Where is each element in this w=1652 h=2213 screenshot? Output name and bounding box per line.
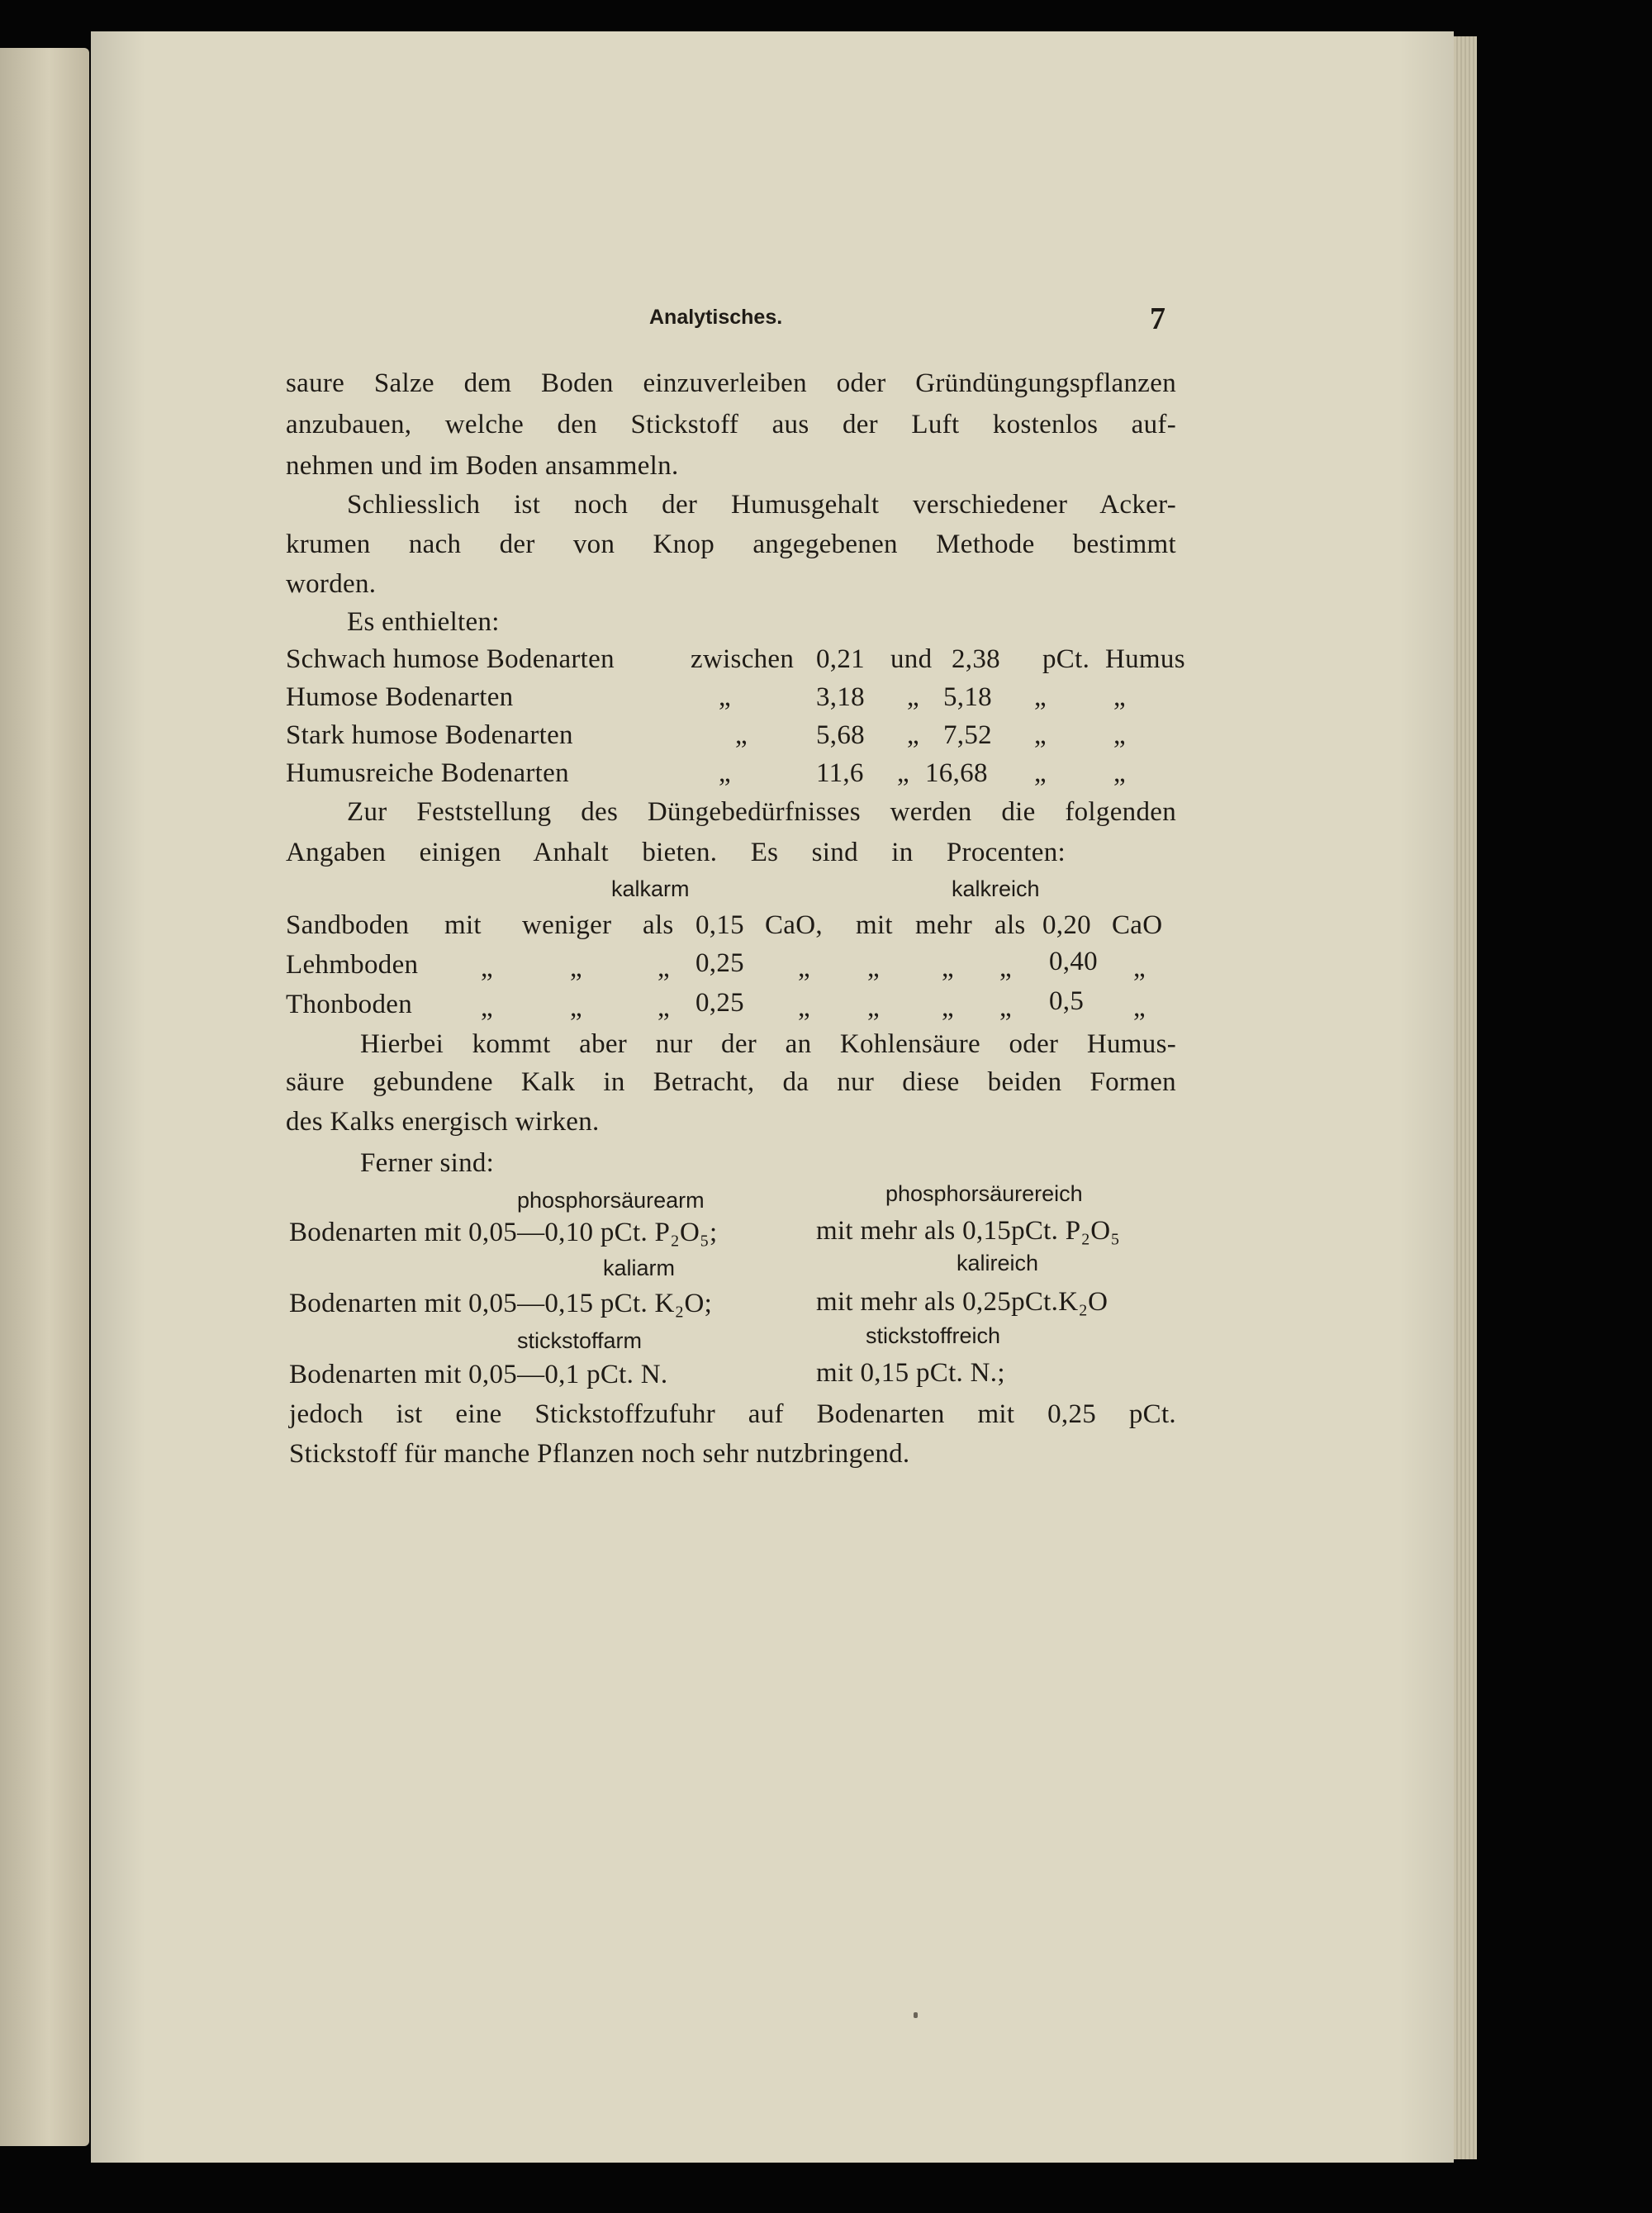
value-low: 0,15: [695, 910, 744, 940]
para4-line3: des Kalks energisch wirken.: [286, 1107, 600, 1137]
ditto-mark: „: [1034, 682, 1047, 712]
ditto-mark: „: [798, 953, 810, 983]
phosphorus-high-label: phosphorsäurereich: [885, 1181, 1083, 1206]
ditto-mark: „: [999, 953, 1012, 983]
value-high: 0,20: [1042, 910, 1091, 940]
ditto-mark: „: [481, 953, 493, 983]
ditto-mark: „: [907, 720, 919, 750]
unit-high: CaO: [1112, 910, 1163, 940]
nitrogen-high-label: stickstoffreich: [866, 1323, 1001, 1348]
potassium-low-label: kaliarm: [603, 1256, 676, 1280]
comparison-word: als: [643, 910, 674, 940]
para2-line1: Schliesslich ist noch der Humusgehalt verschiedener Acker-: [347, 490, 1176, 520]
potassium-high-value: mit mehr als 0,25pCt.K₂O: [816, 1287, 1108, 1317]
page-stack-edge: [1454, 36, 1477, 2159]
value-high: 0,40: [1049, 947, 1098, 976]
phosphorus-low-label: phosphorsäurearm: [517, 1188, 705, 1213]
ditto-mark: „: [719, 758, 731, 788]
lime-header-high: kalkreich: [952, 876, 1040, 901]
para3-line1: Zur Feststellung des Düngebedürfnisses werden die folgenden: [347, 797, 1176, 827]
soil-type-name: Schwach humose Bodenarten: [286, 644, 615, 674]
comparison-word: mehr: [915, 910, 973, 940]
comparison-word: als: [995, 910, 1026, 940]
ditto-mark: „: [481, 993, 493, 1023]
ditto-mark: „: [999, 993, 1012, 1023]
comparison-word: weniger: [522, 910, 612, 940]
ditto-mark: „: [735, 720, 748, 750]
para2-line3: worden.: [286, 569, 377, 599]
soil-type-name: Humusreiche Bodenarten: [286, 758, 569, 788]
range-min: 0,21: [816, 644, 865, 674]
soil-name: Thonboden: [286, 990, 413, 1019]
lime-header-low: kalkarm: [611, 876, 690, 901]
ditto-mark: „: [570, 993, 582, 1023]
range-max: 5,18: [943, 682, 992, 712]
unit-low: CaO,: [765, 910, 823, 940]
ditto-mark: „: [1113, 758, 1126, 788]
range-word: zwischen: [691, 644, 795, 674]
range-min: 3,18: [816, 682, 865, 712]
range-min: 11,6: [816, 758, 864, 788]
ditto-mark: „: [570, 953, 582, 983]
ditto-mark: „: [1113, 720, 1126, 750]
ditto-mark: „: [1034, 720, 1047, 750]
value-low: 0,25: [695, 948, 744, 978]
range-max: 16,68: [925, 758, 988, 788]
ditto-mark: „: [867, 953, 880, 983]
potassium-high-label: kalireich: [957, 1251, 1039, 1275]
ditto-mark: „: [1133, 993, 1146, 1023]
nitrogen-low-value: Bodenarten mit 0,05—0,1 pCt. N.: [289, 1360, 668, 1389]
ditto-mark: „: [942, 953, 954, 983]
ditto-mark: „: [907, 682, 919, 712]
page-number: 7: [1150, 302, 1165, 336]
ditto-mark: „: [942, 993, 954, 1023]
para1-line1: saure Salze dem Boden einzuverleiben oder Gründüngungspflanzen: [286, 368, 1176, 398]
nitrogen-low-label: stickstoffarm: [517, 1328, 643, 1353]
ditto-mark: „: [897, 758, 909, 788]
nitrogen-high-value: mit 0,15 pCt. N.;: [816, 1358, 1005, 1388]
phosphorus-low-value: Bodenarten mit 0,05—0,10 pCt. P₂O₅;: [289, 1218, 718, 1247]
ditto-mark: „: [1034, 758, 1047, 788]
soil-name: Lehmboden: [286, 950, 419, 980]
para1-line3: nehmen und im Boden ansammeln.: [286, 451, 679, 481]
closing-line1: jedoch ist eine Stickstoffzufuhr auf Bodenarten mit 0,25 pCt.: [289, 1399, 1176, 1429]
value-high: 0,5: [1049, 986, 1085, 1016]
book-page: [91, 31, 1454, 2163]
ditto-mark: „: [867, 993, 880, 1023]
range-max: 2,38: [952, 644, 1000, 674]
range-word: und: [890, 644, 933, 674]
ditto-mark: „: [798, 993, 810, 1023]
soil-name: Sandboden: [286, 910, 410, 940]
ditto-mark: „: [657, 993, 670, 1023]
closing-line2: Stickstoff für manche Pflanzen noch sehr nutzbringend.: [289, 1439, 910, 1469]
ferner-intro: Ferner sind:: [360, 1148, 495, 1178]
running-head: Analytisches.: [649, 306, 783, 329]
para2-line2: krumen nach der von Knop angegebenen Methode bestimmt: [286, 530, 1176, 559]
paper-speck: [914, 2012, 918, 2018]
para4-line2: säure gebundene Kalk in Betracht, da nur diese beiden Formen: [286, 1067, 1176, 1097]
previous-page-edge: [0, 48, 89, 2146]
para1-line2: anzubauen, welche den Stickstoff aus der Luft kostenlos auf-: [286, 410, 1176, 439]
unit-label: Humus: [1105, 644, 1185, 674]
soil-type-name: Stark humose Bodenarten: [286, 720, 573, 750]
ditto-mark: „: [657, 953, 670, 983]
potassium-low-value: Bodenarten mit 0,05—0,15 pCt. K₂O;: [289, 1289, 713, 1318]
table-intro: Es enthielten:: [347, 607, 500, 637]
unit: pCt.: [1042, 644, 1090, 674]
ditto-mark: „: [1113, 682, 1126, 712]
range-min: 5,68: [816, 720, 865, 750]
ditto-mark: „: [1133, 953, 1146, 983]
value-low: 0,25: [695, 988, 744, 1018]
ditto-mark: „: [719, 682, 731, 712]
comparison-word: mit: [856, 910, 893, 940]
range-max: 7,52: [943, 720, 992, 750]
phosphorus-high-value: mit mehr als 0,15pCt. P₂O₅: [816, 1216, 1121, 1246]
para4-line1: Hierbei kommt aber nur der an Kohlensäure oder Humus-: [360, 1029, 1176, 1059]
para3-line2: Angaben einigen Anhalt bieten. Es sind in Procenten:: [286, 838, 1066, 867]
comparison-word: mit: [444, 910, 482, 940]
soil-type-name: Humose Bodenarten: [286, 682, 514, 712]
